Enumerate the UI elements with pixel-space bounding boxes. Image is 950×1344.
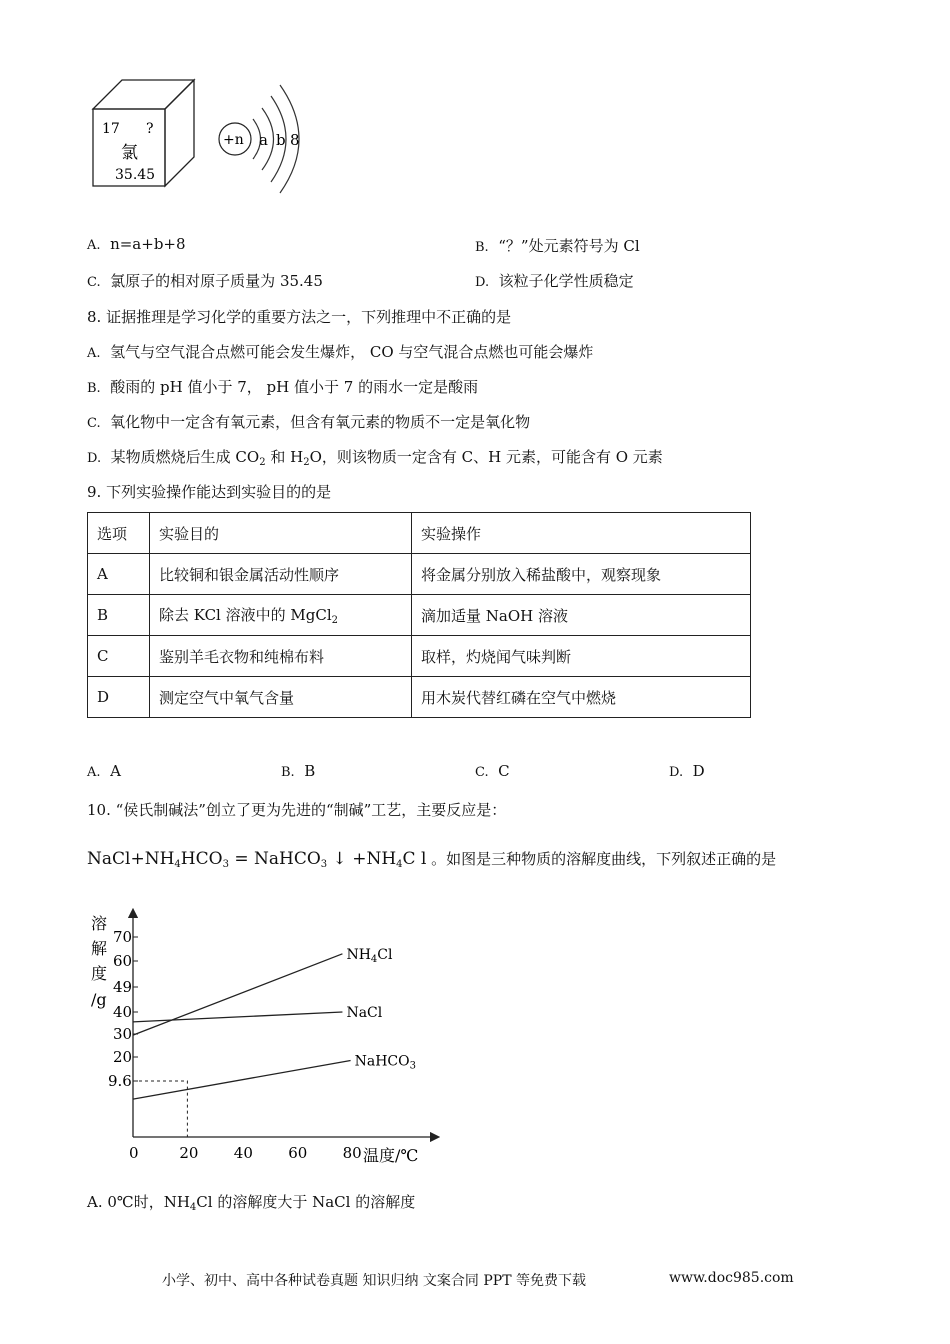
- series-line: [133, 1012, 342, 1022]
- q9-answer-d[interactable]: D. D: [669, 762, 705, 780]
- y-tick-label: 60: [113, 952, 133, 970]
- atomic-number: 17: [102, 121, 120, 137]
- q10-option-a[interactable]: A. 0℃时，$NH_4Cl$ 的溶解度大于 NaCl 的溶解度: [87, 1193, 416, 1213]
- y-tick-label: 70: [113, 928, 133, 946]
- table-row: D 测定空气中氧气含量 用木炭代替红磷在空气中燃烧: [88, 677, 751, 718]
- y-label-1: 溶: [91, 914, 108, 933]
- table-row: C 鉴别羊毛衣物和纯棉布料 取样，灼烧闻气味判断: [88, 636, 751, 677]
- q7-option-c[interactable]: C. 氯原子的相对原子质量为 35.45: [87, 272, 323, 290]
- series-label: NaHCO$_3$: [354, 1053, 416, 1072]
- shell-label-3: 8: [290, 131, 300, 149]
- y-label-2: 解: [91, 939, 108, 958]
- q7-option-d[interactable]: D. 该粒子化学性质稳定: [475, 272, 634, 290]
- y-tick-label: 9.6: [108, 1072, 132, 1090]
- table-row: B 除去 KCl 溶液中的 MgCl$_2$ 滴加适量 NaOH 溶液: [88, 595, 751, 636]
- series-line: [133, 1060, 351, 1099]
- y-tick-label: 20: [113, 1048, 133, 1066]
- shell-label-1: a: [259, 131, 268, 149]
- y-tick-label: 40: [113, 1003, 133, 1021]
- series-line: [133, 954, 342, 1035]
- footer-url[interactable]: www.doc985.com: [669, 1270, 794, 1286]
- q7-option-a[interactable]: A. n=a+b+8: [87, 235, 186, 253]
- series-label: $NH_4Cl$: [346, 946, 393, 965]
- q9-answer-b[interactable]: B. B: [281, 762, 316, 780]
- table-row: A 比较铜和银金属活动性顺序 将金属分别放入稀盐酸中，观察现象: [88, 554, 751, 595]
- atomic-mass: 35.45: [115, 167, 156, 183]
- header-goal: 实验目的: [150, 513, 412, 554]
- y-label-4: /g: [91, 990, 107, 1009]
- q8-option-c[interactable]: C. 氧化物中一定含有氧元素，但含有氧元素的物质不一定是氧化物: [87, 413, 531, 431]
- nucleus-label: +n: [223, 132, 244, 148]
- unknown-symbol: ?: [146, 121, 154, 137]
- q9-table: [87, 512, 751, 718]
- footer-text: 小学、初中、高中各种试卷真题 知识归纳 文案合同 PPT 等免费下载: [162, 1273, 586, 1289]
- shell-label-2: b: [276, 131, 286, 149]
- header-option: 选项: [88, 513, 150, 554]
- header-operation: 实验操作: [412, 513, 751, 554]
- element-name: 氯: [121, 143, 138, 163]
- q8-option-b[interactable]: B. 酸雨的 pH 值小于 7， pH 值小于 7 的雨水一定是酸雨: [87, 378, 479, 396]
- series-label: NaCl: [346, 1005, 383, 1021]
- x-tick-label: 80: [342, 1144, 362, 1162]
- q9-stem: 9. 下列实验操作能达到实验目的的是: [87, 483, 332, 501]
- q8-option-d[interactable]: D. 某物质燃烧后生成 $CO_2$ 和 $H_2O$，则该物质一定含有 C、H 元素，可能含有 O 元素: [87, 448, 663, 468]
- q8-option-a[interactable]: A. 氢气与空气混合点燃可能会发生爆炸， CO 与空气混合点燃也可能会爆炸: [87, 343, 594, 361]
- q10-stem: 10. “侯氏制碱法”创立了更为先进的“制碱”工艺，主要反应是：: [87, 801, 507, 819]
- q9-answer-a[interactable]: A. A: [87, 762, 121, 780]
- element-figure: [88, 76, 318, 194]
- q10-equation: $NaCl+NH_4HCO_3$ = NaHCO$_3$ ↓ $+NH_4C$ l 。如图是三种物质的溶解度曲线，下列叙述正确的是: [87, 849, 777, 870]
- annotation-dashed-line: [133, 1081, 187, 1137]
- x-tick-label: 20: [179, 1144, 199, 1162]
- atom-structure: [219, 85, 300, 193]
- table-header-row: [88, 513, 751, 554]
- x-tick-label: 0: [129, 1144, 139, 1162]
- q8-stem: 8. 证据推理是学习化学的重要方法之一，下列推理中不正确的是: [87, 308, 512, 326]
- y-label-3: 度: [91, 964, 108, 983]
- x-tick-label: 40: [233, 1144, 253, 1162]
- q7-option-b[interactable]: B. “？”处元素符号为 Cl: [475, 237, 640, 255]
- q9-answer-c[interactable]: C. C: [475, 762, 510, 780]
- y-tick-label: 30: [113, 1025, 133, 1043]
- x-label: 温度/℃: [363, 1146, 419, 1165]
- solubility-chart: [80, 905, 440, 1170]
- x-tick-label: 60: [288, 1144, 308, 1162]
- y-tick-label: 49: [113, 978, 133, 996]
